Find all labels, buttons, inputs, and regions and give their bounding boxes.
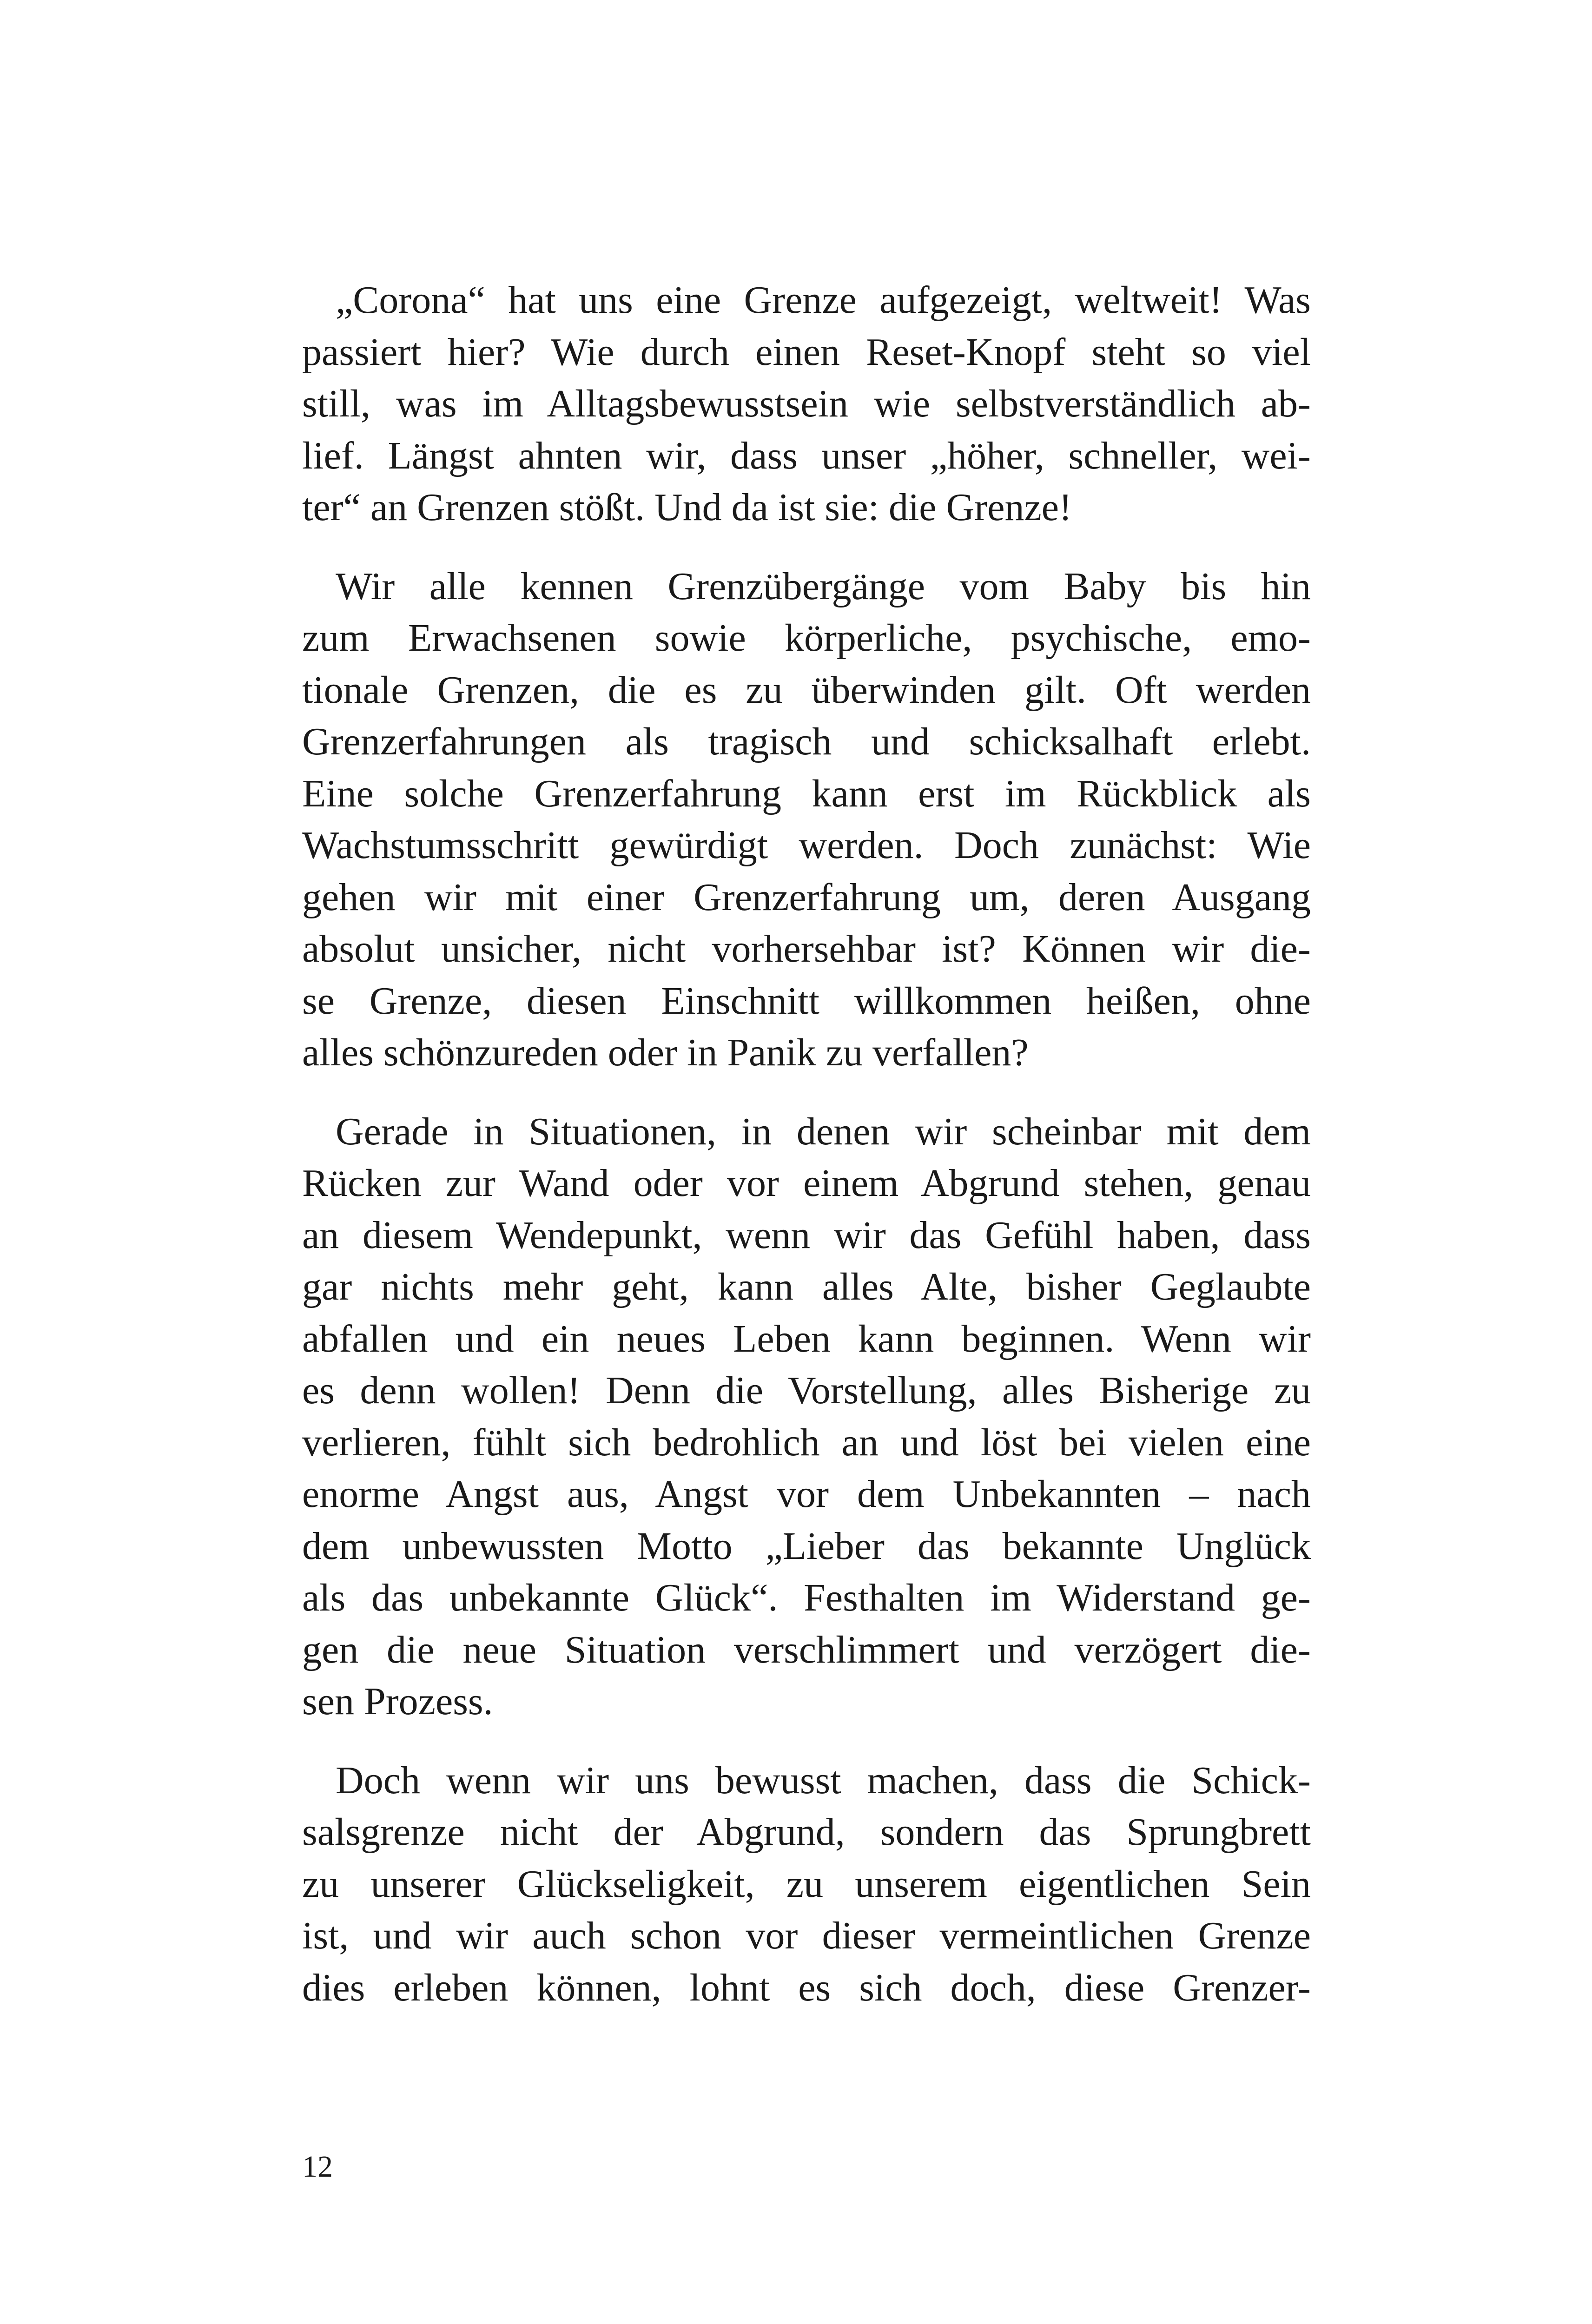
text-line: still, was im Alltagsbewusstsein wie selbstverständlich ab- xyxy=(302,382,1311,425)
text-line: Gerade in Situationen, in denen wir scheinbar mit dem xyxy=(336,1109,1311,1153)
text-line: Rücken zur Wand oder vor einem Abgrund stehen, genau xyxy=(302,1162,1311,1205)
text-line: verlieren, fühlt sich bedrohlich an und löst bei vielen eine xyxy=(302,1420,1311,1464)
page-number: 12 xyxy=(302,2150,333,2184)
text-line: alles schönzureden oder in Panik zu verfallen? xyxy=(302,1031,1029,1074)
text-line: Doch wenn wir uns bewusst machen, dass die Schick- xyxy=(336,1758,1311,1802)
text-line: se Grenze, diesen Einschnitt willkommen heißen, ohne xyxy=(302,979,1311,1023)
text-line: sen Prozess. xyxy=(302,1680,493,1723)
text-line: zu unserer Glückseligkeit, zu unserem eigentlichen Sein xyxy=(302,1862,1311,1906)
paragraph-3 xyxy=(302,1106,1311,1728)
text-line: absolut unsicher, nicht vorhersehbar ist? Können wir die- xyxy=(302,927,1311,971)
paragraph-4 xyxy=(302,1755,1311,2014)
text-line: gehen wir mit einer Grenzerfahrung um, deren Ausgang xyxy=(302,875,1311,919)
text-line: ist, und wir auch schon vor dieser vermeintlichen Grenze xyxy=(302,1914,1311,1957)
text-line: als das unbekannte Glück“. Festhalten im Widerstand ge- xyxy=(302,1576,1311,1619)
body-text xyxy=(302,274,1311,2014)
text-line: zum Erwachsenen sowie körperliche, psychische, emo- xyxy=(302,616,1311,660)
paragraph-2 xyxy=(302,561,1311,1079)
text-line: gar nichts mehr geht, kann alles Alte, bisher Geglaubte xyxy=(302,1265,1311,1308)
text-line: Grenzerfahrungen als tragisch und schicksalhaft erlebt. xyxy=(302,720,1311,763)
text-line: ter“ an Grenzen stößt. Und da ist sie: die Grenze! xyxy=(302,486,1072,529)
text-line: abfallen und ein neues Leben kann beginnen. Wenn wir xyxy=(302,1317,1311,1360)
paragraph-1 xyxy=(302,274,1311,534)
text-line: Wachstumsschritt gewürdigt werden. Doch zunächst: Wie xyxy=(302,824,1311,867)
text-line: dies erleben können, lohnt es sich doch, diese Grenzer- xyxy=(302,1966,1311,2009)
text-line: enorme Angst aus, Angst vor dem Unbekannten – nach xyxy=(302,1472,1311,1516)
text-line: Eine solche Grenzerfahrung kann erst im Rückblick als xyxy=(302,772,1311,815)
text-line: salsgrenze nicht der Abgrund, sondern das Sprungbrett xyxy=(302,1810,1311,1854)
text-line: tionale Grenzen, die es zu überwinden gilt. Oft werden xyxy=(302,668,1311,712)
text-line: „Corona“ hat uns eine Grenze aufgezeigt, weltweit! Was xyxy=(336,278,1311,322)
text-line: dem unbewussten Motto „Lieber das bekannte Unglück xyxy=(302,1524,1311,1568)
text-line: passiert hier? Wie durch einen Reset-Knopf steht so viel xyxy=(302,330,1311,374)
text-line: an diesem Wendepunkt, wenn wir das Gefühl haben, dass xyxy=(302,1213,1311,1257)
text-line: es denn wollen! Denn die Vorstellung, alles Bisherige zu xyxy=(302,1369,1311,1412)
text-line: gen die neue Situation verschlimmert und verzögert die- xyxy=(302,1628,1311,1671)
text-line: Wir alle kennen Grenzübergänge vom Baby bis hin xyxy=(336,564,1311,608)
text-line: lief. Längst ahnten wir, dass unser „höher, schneller, wei- xyxy=(302,434,1311,477)
